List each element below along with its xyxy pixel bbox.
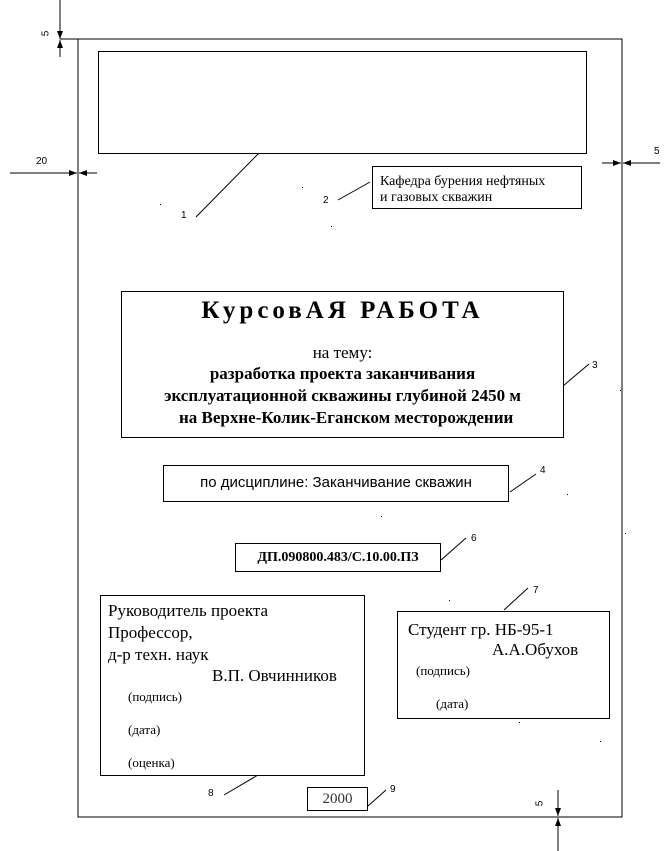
supervisor-box [100, 595, 365, 776]
leader-7 [504, 588, 528, 610]
document-code-box [235, 543, 441, 572]
discipline-box [163, 465, 509, 502]
callout-2: 2 [323, 195, 329, 206]
supervisor-line-3: д-р техн. наук [108, 645, 209, 664]
supervisor-date-caption: (дата) [128, 722, 161, 737]
leader-1 [196, 153, 259, 217]
student-box [397, 611, 610, 719]
title-block [121, 291, 564, 438]
callout-4: 4 [540, 465, 546, 476]
student-group: Студент гр. НБ-95-1 [408, 620, 554, 639]
on-topic-label: на тему: [312, 343, 373, 362]
callout-3: 3 [592, 360, 598, 371]
leader-4 [510, 474, 536, 492]
discipline-text: по дисциплине: Заканчивание скважин [200, 474, 472, 491]
supervisor-line-2: Профессор, [108, 623, 193, 642]
supervisor-line-1: Руководитель проекта [108, 601, 269, 620]
topic-line-1: разработка проекта заканчивания [209, 364, 476, 383]
work-title: КурсовАЯ РАБОТА [201, 297, 484, 324]
header-placeholder-box [98, 51, 587, 154]
department-line-2: и газовых скважин [380, 190, 493, 205]
leader-2 [338, 182, 370, 200]
callout-6: 6 [471, 533, 477, 544]
department-line-1: Кафедра бурения нефтяных [380, 174, 546, 189]
leader-9 [368, 790, 386, 806]
callout-1: 1 [181, 210, 187, 221]
student-name: А.А.Обухов [492, 640, 579, 659]
student-date-caption: (дата) [436, 696, 469, 711]
dim-top-value: 5 [40, 30, 52, 37]
document-code: ДП.090800.483/С.10.00.ПЗ [257, 550, 419, 565]
callout-8: 8 [208, 788, 214, 799]
supervisor-grade-caption: (оценка) [128, 755, 175, 770]
topic-line-2: эксплуатационной скважины глубиной 2450 м [164, 386, 521, 405]
callout-7: 7 [533, 585, 539, 596]
topic-line-3: на Верхне-Колик-Еганском месторождении [179, 408, 514, 427]
callout-9: 9 [390, 784, 396, 795]
dim-left-value: 20 [36, 156, 48, 167]
dim-bottom-value: 5 [534, 800, 546, 807]
leader-8 [224, 775, 258, 795]
supervisor-signature-caption: (подпись) [128, 689, 182, 704]
year: 2000 [322, 791, 353, 807]
leader-3 [563, 364, 589, 386]
dim-right-value: 5 [654, 146, 660, 157]
supervisor-name: В.П. Овчинников [212, 666, 337, 685]
department-box [372, 166, 582, 209]
student-signature-caption: (подпись) [416, 663, 470, 678]
year-box [307, 787, 368, 811]
leader-6 [441, 538, 466, 560]
